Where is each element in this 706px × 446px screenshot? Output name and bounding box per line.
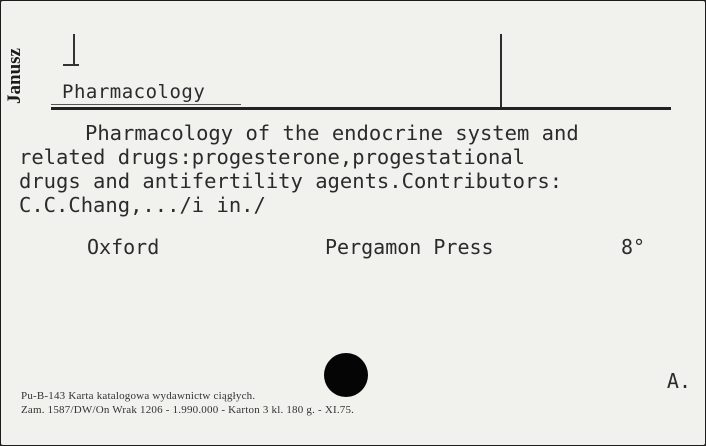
- title-line: drugs and antifertility agents.Contributors:: [19, 169, 563, 193]
- title-entry: [19, 121, 699, 217]
- footer-line-1: Pu-B-143 Karta katalogowa wydawnictw ciągłych.: [21, 390, 256, 402]
- title-line: related drugs:progesterone,progestational: [19, 145, 526, 169]
- corner-letter: A.: [666, 369, 691, 393]
- footer-line-2: Zam. 1587/DW/On Wrak 1206 - 1.990.000 - Karton 3 kl. 180 g. - XI.75.: [21, 404, 355, 416]
- title-line: Pharmacology of the endocrine system and: [85, 121, 579, 145]
- subject-heading: Pharmacology: [62, 81, 206, 103]
- imprint-publisher: Pergamon Press: [325, 235, 494, 259]
- vertical-divider: [500, 34, 502, 110]
- imprint-format: 8°: [621, 235, 646, 259]
- title-line: C.C.Chang,.../i in./: [19, 193, 266, 217]
- imprint-place: Oxford: [87, 235, 160, 259]
- corner-mark-horizontal: [63, 64, 79, 66]
- header-rule: [51, 107, 671, 110]
- side-label: Janusz: [4, 48, 25, 104]
- heading-underline: [51, 104, 241, 105]
- punch-hole: [324, 353, 368, 397]
- corner-mark-vertical: [73, 34, 75, 64]
